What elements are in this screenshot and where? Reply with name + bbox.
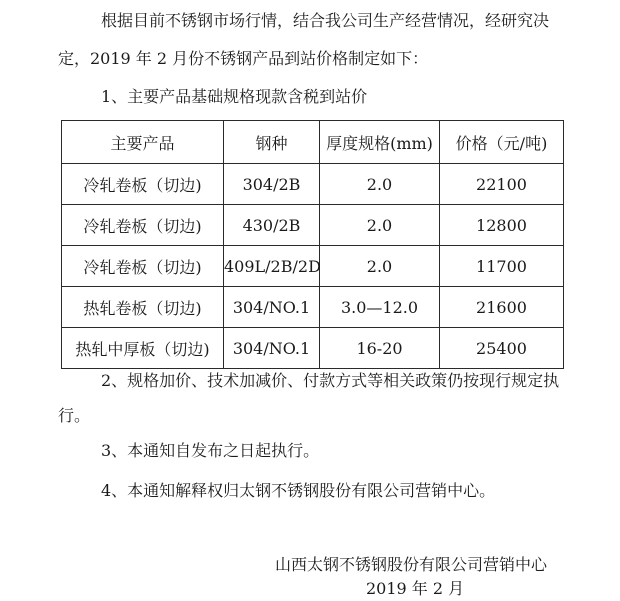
- table-row: [62, 246, 564, 287]
- cell-price: 21600: [440, 287, 564, 328]
- table-row: [62, 164, 564, 205]
- cell-thickness: 2.0: [320, 205, 440, 246]
- cell-product: 冷轧卷板（切边): [62, 205, 224, 246]
- note-2-line-1: 2、规格加价、技术加减价、付款方式等相关政策仍按现行规定执: [101, 371, 560, 390]
- cell-steel-grade: 430/2B: [224, 205, 320, 246]
- cell-steel-grade: 304/NO.1: [224, 328, 320, 369]
- header-steel-grade: 钢种: [224, 121, 320, 164]
- table-row: [62, 205, 564, 246]
- signature-date: 2019 年 2 月: [366, 579, 465, 598]
- cell-price: 11700: [440, 246, 564, 287]
- cell-product: 冷轧卷板（切边): [62, 164, 224, 205]
- cell-steel-grade: 304/2B: [224, 164, 320, 205]
- cell-thickness: 16-20: [320, 328, 440, 369]
- cell-thickness: 2.0: [320, 246, 440, 287]
- cell-thickness: 2.0: [320, 164, 440, 205]
- header-product: 主要产品: [62, 121, 224, 164]
- note-4: 4、本通知解释权归太钢不锈钢股份有限公司营销中心。: [101, 481, 496, 500]
- header-thickness: 厚度规格(mm): [320, 121, 440, 164]
- section-1-title: 1、主要产品基础规格现款含税到站价: [101, 87, 368, 106]
- cell-thickness: 3.0—12.0: [320, 287, 440, 328]
- signature-company: 山西太钢不锈钢股份有限公司营销中心: [275, 555, 548, 574]
- cell-price: 12800: [440, 205, 564, 246]
- table-row: [62, 287, 564, 328]
- cell-steel-grade: 409L/2B/2D: [224, 246, 320, 287]
- cell-price: 25400: [440, 328, 564, 369]
- price-table: [61, 120, 564, 369]
- header-price: 价格（元/吨): [440, 121, 564, 164]
- cell-steel-grade: 304/NO.1: [224, 287, 320, 328]
- intro-line-1: 根据目前不锈钢市场行情，结合我公司生产经营情况，经研究决: [101, 11, 550, 30]
- cell-price: 22100: [440, 164, 564, 205]
- table-header-row: [62, 121, 564, 164]
- cell-product: 热轧中厚板（切边): [62, 328, 224, 369]
- table-row: [62, 328, 564, 369]
- intro-line-2: 定，2019 年 2 月份不锈钢产品到站价格制定如下：: [58, 49, 429, 68]
- note-2-line-2: 行。: [58, 406, 91, 425]
- cell-product: 冷轧卷板（切边): [62, 246, 224, 287]
- note-3: 3、本通知自发布之日起执行。: [101, 441, 320, 460]
- cell-product: 热轧卷板（切边): [62, 287, 224, 328]
